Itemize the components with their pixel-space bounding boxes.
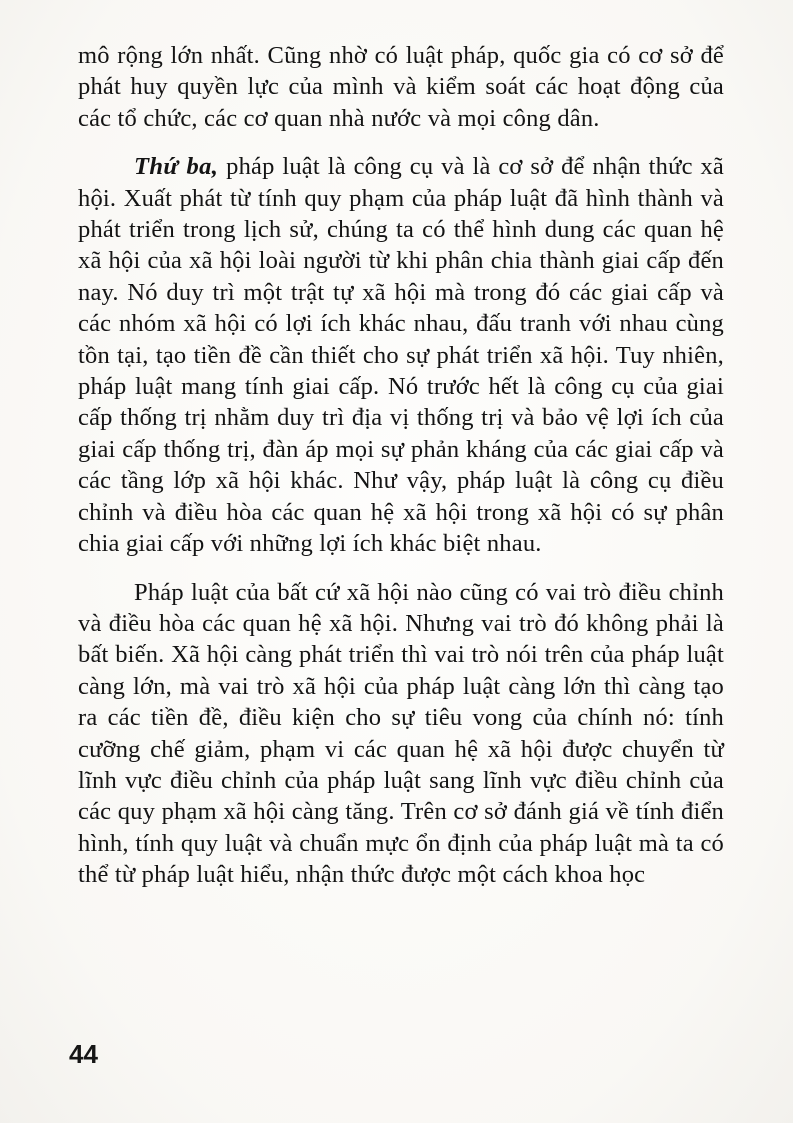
page-text-block [78,40,724,908]
paragraph-phap-luat [78,577,724,891]
page-number: 44 [69,1039,98,1069]
paragraph-text: mô rộng lớn nhất. Cũng nhờ có luật pháp, quốc gia có cơ sở để phát huy quyền lực của mình và kiểm soát các hoạt động của các tổ chức, các cơ quan nhà nước và mọi công dân. [78,42,724,132]
paragraph-thu-ba [78,151,724,559]
paragraph-text: pháp luật là công cụ và là cơ sở để nhận thức xã hội. Xuất phát từ tính quy phạm của pháp luật đã hình thành và phát triển trong lịch sử, chúng ta có thể hình dung các quan hệ xã hội của xã hội loài người từ khi phân chia thành giai cấp đến nay. Nó duy trì một trật tự xã hội mà trong đó các giai cấp và các nhóm xã hội có lợi ích khác nhau, đấu tranh với nhau cùng tồn tại, tạo tiền đề cần thiết cho sự phát triển xã hội. Tuy nhiên, pháp luật mang tính giai cấp. Nó trước hết là công cụ của giai cấp thống trị nhằm duy trì địa vị thống trị và bảo vệ lợi ích của giai cấp thống trị, đàn áp mọi sự phản kháng của các giai cấp và các tầng lớp xã hội khác. Như vậy, pháp luật là công cụ điều chỉnh và điều hòa các quan hệ xã hội trong xã hội có sự phân chia giai cấp với những lợi ích khác biệt nhau. [78,153,724,558]
paragraph-continuation [78,40,724,134]
paragraph-lead-in: Thứ ba, [134,153,219,181]
paragraph-text: Pháp luật của bất cứ xã hội nào cũng có vai trò điều chỉnh và điều hòa các quan hệ xã hội. Nhưng vai trò đó không phải là bất biến. Xã hội càng phát triển thì vai trò nói trên của pháp luật càng lớn, mà vai trò xã hội của pháp luật càng lớn thì càng tạo ra các tiền đề, điều kiện cho sự tiêu vong của chính nó: tính cưỡng chế giảm, phạm vi các quan hệ xã hội được chuyển từ lĩnh vực điều chỉnh của pháp luật sang lĩnh vực điều chỉnh của các quy phạm xã hội càng tăng. Trên cơ sở đánh giá về tính điển hình, tính quy luật và chuẩn mực ổn định của pháp luật mà ta có thể từ pháp luật hiểu, nhận thức được một cách khoa học [78,578,724,889]
